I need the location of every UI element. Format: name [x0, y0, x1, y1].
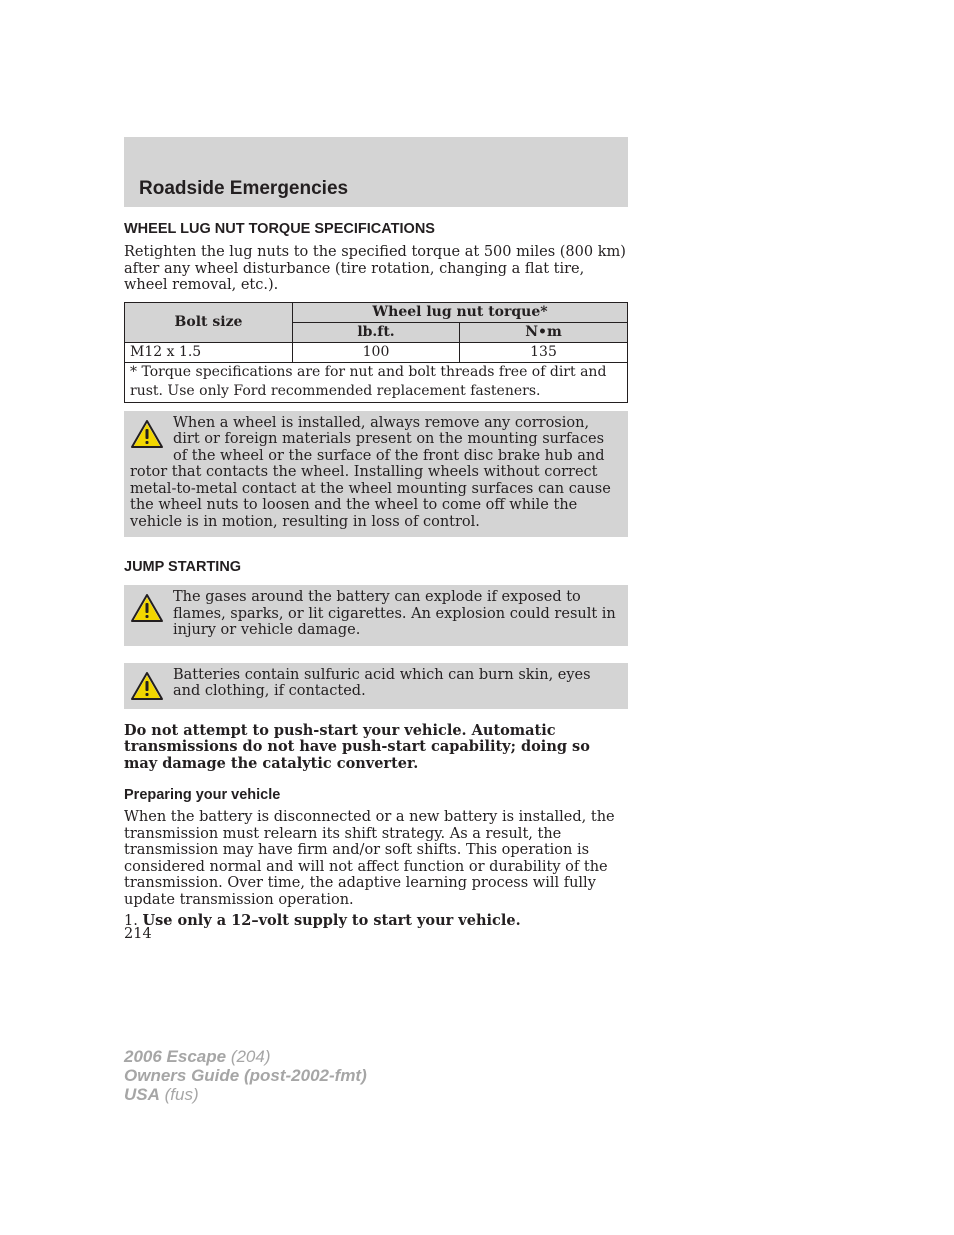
cell-bolt: M12 x 1.5: [125, 342, 293, 362]
push-start-note: Do not attempt to push-start your vehicle. Automatic transmissions do not have push-start capability; doing so may damage the catalytic converter.: [124, 721, 590, 772]
jump-starting-heading: JUMP STARTING: [124, 559, 242, 575]
page-content: [124, 220, 628, 930]
footer-model-code: (204): [226, 1047, 271, 1066]
chapter-title: Roadside Emergencies: [139, 178, 349, 199]
col-header-lbft: lb.ft.: [293, 322, 460, 342]
cell-nm: 135: [460, 342, 628, 362]
battery-gas-warning-text: The gases around the battery can explode if exposed to flames, sparks, or lit cigarettes. An explosion could result in injury or vehicle damage.: [173, 589, 616, 638]
step-1-text: Use only a 12–volt supply to start your vehicle.: [142, 912, 521, 929]
battery-acid-warning-text: Batteries contain sulfuric acid which can burn skin, eyes and clothing, if contacted.: [173, 666, 591, 699]
preparing-vehicle-body: When the battery is disconnected or a new battery is installed, the transmission must relearn its shift strategy. As a result, the transmission may have firm and/or soft shifts. This operation is considered normal and will not affect function or durability of the transmission. Over time, the adaptive learning process will fully update transmission operation.: [124, 809, 615, 908]
wheel-torque-heading: WHEEL LUG NUT TORQUE SPECIFICATIONS: [124, 221, 435, 237]
table-row: [125, 342, 628, 362]
footer-market: USA: [124, 1085, 160, 1104]
battery-gas-warning-box: [124, 585, 628, 646]
footer: [124, 1047, 367, 1104]
wheel-torque-intro: Retighten the lug nuts to the specified torque at 500 miles (800 km) after any wheel disturbance (tire rotation, changing a flat tire, wheel removal, etc.).: [124, 244, 626, 293]
col-header-bolt-size: Bolt size: [125, 302, 293, 342]
torque-spec-table: [124, 302, 628, 403]
warning-triangle-icon: [130, 671, 164, 701]
step-1-number: 1.: [124, 913, 138, 929]
footer-market-code: (fus): [159, 1085, 199, 1104]
footer-guide: Owners Guide (post-2002-fmt): [124, 1066, 367, 1085]
page-number: 214: [124, 926, 152, 942]
preparing-vehicle-heading: Preparing your vehicle: [124, 787, 281, 803]
col-header-torque: Wheel lug nut torque*: [293, 302, 628, 322]
col-header-nm: N•m: [460, 322, 628, 342]
footer-line-1: [124, 1047, 367, 1066]
header-band: [124, 137, 628, 207]
warning-triangle-icon: [130, 419, 164, 449]
step-1: [124, 913, 628, 930]
battery-acid-warning-box: [124, 663, 628, 709]
footer-line-2: [124, 1066, 367, 1085]
footer-model: 2006 Escape: [124, 1047, 227, 1066]
warning-triangle-icon: [130, 593, 164, 623]
table-header-row: [125, 302, 628, 322]
wheel-warning-box: [124, 411, 628, 538]
wheel-warning-text: When a wheel is installed, always remove any corrosion, dirt or foreign materials present on the mounting surfaces of the wheel or the surface of the front disc brake hub and rotor that contacts the wheel. Installing wheels without correct metal-to-metal contact at the wheel mounting surfaces can cause the wheel nuts to loosen and the wheel to come off while the vehicle is in motion, resulting in loss of control.: [130, 414, 611, 530]
table-note-row: [125, 362, 628, 402]
cell-lbft: 100: [293, 342, 460, 362]
footer-line-3: [124, 1085, 367, 1104]
table-footnote: * Torque specifications are for nut and bolt threads free of dirt and rust. Use only Ford recommended replacement fasteners.: [125, 362, 628, 402]
